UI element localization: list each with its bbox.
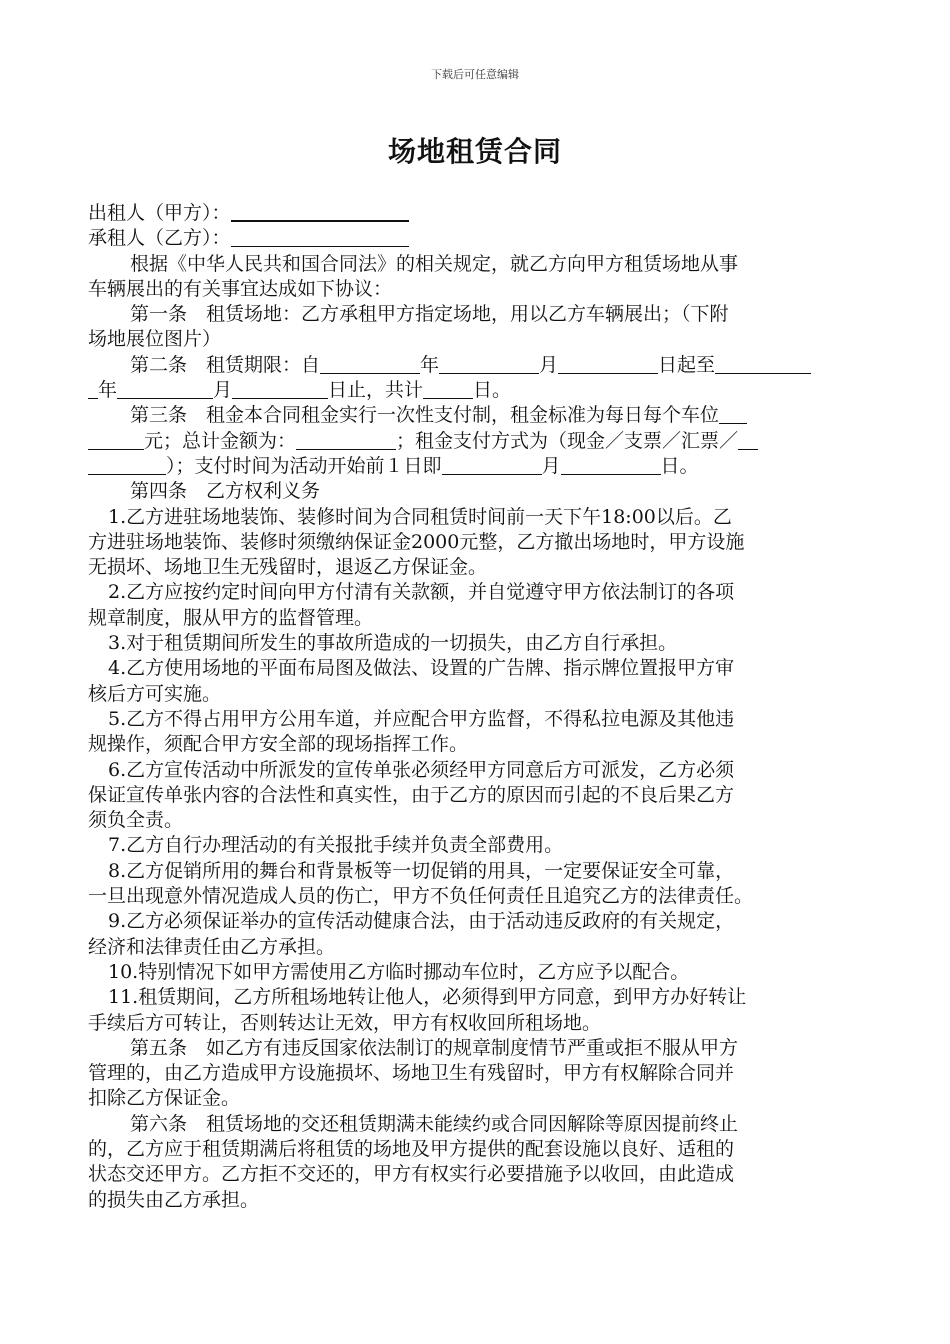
article6-line: 状态交还甲方。乙方拒不交还的，甲方有权实行必要措施予以收回，由此造成 [88,1163,735,1186]
clause-line: 1.乙方进驻场地装饰、装修时间为合同租赁时间前一天下午18:00以后。乙 [108,505,732,528]
clause-line: 方进驻场地装饰、装修时须缴纳保证金2000元整，乙方撤出场地时，甲方设施 [88,530,745,553]
contract-title: 场地租赁合同 [387,135,562,168]
text-span: 月 [539,353,559,376]
text-span: 第二条 租赁期限：自 [130,353,321,376]
clause-line: 10.特别情况下如甲方需使用乙方临时挪动车位时，乙方应予以配合。 [108,960,690,983]
clause-line: 2.乙方应按约定时间向甲方付清有关款额，并自觉遵守甲方依法制订的各项 [108,581,735,604]
clause-line: 3.对于租赁期间所发生的事故所造成的一切损失，由乙方自行承担。 [108,632,678,655]
intro-line: 根据《中华人民共和国合同法》的相关规定，就乙方向甲方租赁场地从事 [130,252,739,275]
clause-line: 7.乙方自行办理活动的有关报批手续并负责全部费用。 [108,834,564,857]
clause-line: 核后方可实施。 [88,682,222,705]
text-span: ）；支付时间为活动开始前１日即 [166,454,442,477]
clause-line: 6.乙方宣传活动中所派发的宣传单张必须经甲方同意后方可派发，乙方必须 [108,758,735,781]
article6-line: 第六条 租赁场地的交还租赁期满未能续约或合同因解除等原因提前终止 [130,1112,739,1135]
text-span: 元；总计金额为： [144,429,297,452]
lessee-line [88,226,878,251]
clause-line: 8.乙方促销所用的舞台和背景板等一切促销的用具，一定要保证安全可靠， [108,859,735,882]
lessee-blank [231,227,409,247]
article5-line: 管理的，由乙方造成甲方设施损坏、场地卫生有残留时，甲方有权解除合同并 [88,1062,735,1085]
blank-end-month [117,379,213,399]
blank-end-year-b [88,379,98,399]
article5-line: 扣除乙方保证金。 [88,1087,241,1110]
text-span: 月 [213,379,233,402]
blank-payment-other-b [88,455,166,475]
clause-line: 规操作，须配合甲方安全部的现场指挥工作。 [88,733,469,756]
text-span: 第三条 租金本合同租金实行一次性支付制，租金标准为每日每个车位 [130,404,720,427]
article2-line [88,378,878,403]
clause-line: 9.乙方必须保证举办的宣传活动健康合法，由于活动违反政府的有关规定， [108,910,735,933]
text-span: 日。 [473,379,512,402]
blank-payment-day [561,455,661,475]
blank-total-days [423,379,473,399]
text-span: 年 [98,379,118,402]
blank-daily-rate-b [88,430,144,450]
clause-line: 一旦出现意外情况造成人员的伤亡，甲方不负任何责任且追究乙方的法律责任。 [88,885,754,908]
article3-line [88,429,878,454]
header-note: 下载后可任意编辑 [431,68,519,81]
article3-line [88,403,878,428]
text-span: ；租金支付方式为（现金／支票／汇票／ [396,429,739,452]
clause-line: 5.乙方不得占用甲方公用车道，并应配合甲方监督，不得私拉电源及其他违 [108,707,735,730]
clause-line: 经济和法律责任由乙方承担。 [88,935,336,958]
clause-line: 11.租赁期间，乙方所租场地转让他人，必须得到甲方同意，到甲方办好转让 [108,986,747,1009]
text-span: 月 [541,454,561,477]
intro-line: 车辆展出的有关事宜达成如下协议： [88,277,393,300]
lessee-label: 承租人（乙方）： [88,227,231,250]
blank-start-month [439,354,539,374]
blank-payment-other-a [738,430,758,450]
article3-line [88,454,878,479]
clause-line: 无损坏、场地卫生无残留时，退返乙方保证金。 [88,556,488,579]
contract-body [88,201,878,1213]
blank-end-day [232,379,328,399]
blank-payment-month [442,455,542,475]
lessor-label: 出租人（甲方）： [88,202,231,224]
lessor-line [88,201,878,226]
article5-line: 第五条 如乙方有违反国家依法制订的规章制度情节严重或拒不服从甲方 [130,1036,739,1059]
blank-start-year [320,354,420,374]
clause-line: 手续后方可转让，否则转达让无效，甲方有权收回所租场地。 [88,1011,602,1034]
clause-line: 须负全责。 [88,809,184,832]
clause-line: 4.乙方使用场地的平面布局图及做法、设置的广告牌、指示牌位置报甲方审 [108,657,735,680]
blank-end-year-a [715,354,811,374]
clause-line: 规章制度，服从甲方的监督管理。 [88,606,374,629]
blank-start-day [558,354,658,374]
article6-line: 的损失由乙方承担。 [88,1188,260,1211]
blank-daily-rate-a [719,404,747,424]
article4-heading: 第四条 乙方权利义务 [130,480,321,503]
clause-line: 保证宣传单张内容的合法性和真实性，由于乙方的原因而引起的不良后果乙方 [88,783,735,806]
text-span: 年 [420,353,440,376]
article6-line: 的，乙方应于租赁期满后将租赁的场地及甲方提供的配套设施以良好、适租的 [88,1137,735,1160]
text-span: 日止，共计 [328,379,424,402]
text-span: 日起至 [658,353,716,376]
blank-total-amount [296,430,396,450]
text-span: 日。 [660,454,699,477]
article2-line [88,353,878,378]
article1-line: 场地展位图片） [88,328,222,351]
article1-line: 第一条 租赁场地：乙方承租甲方指定场地，用以乙方车辆展出；（下附 [130,303,729,326]
lessor-blank [231,201,409,222]
